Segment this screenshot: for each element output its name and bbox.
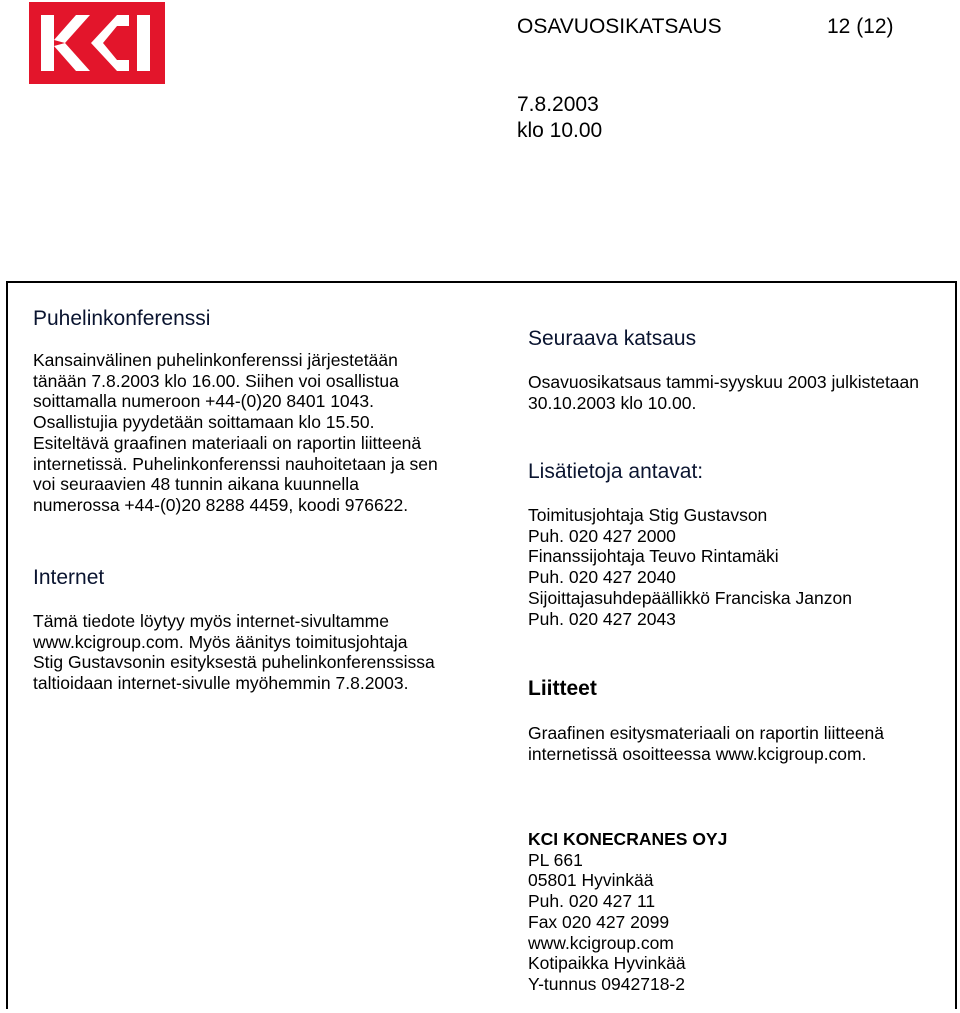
contact-line: Sijoittajasuhdepäällikkö Franciska Janzon	[528, 587, 852, 608]
contact-line: Puh. 020 427 2043	[528, 608, 676, 629]
text-line: taltioidaan internet-sivulle myöhemmin 7.8.2003.	[33, 673, 409, 694]
text-line: voi seuraavien 48 tunnin aikana kuunnella	[33, 474, 359, 495]
contact-line: Puh. 020 427 2000	[528, 525, 676, 546]
text-line: Tämä tiedote löytyy myös internet-sivultamme	[33, 611, 389, 631]
contact-line: Finanssijohtaja Teuvo Rintamäki	[528, 546, 779, 567]
document-time: klo 10.00	[517, 119, 603, 142]
text-line: 30.10.2003 klo 10.00.	[528, 392, 697, 413]
address-line: Kotipaikka Hyvinkää	[528, 953, 686, 974]
company-address-block	[528, 829, 727, 995]
internet-heading: Internet	[33, 566, 105, 589]
page-number: 12 (12)	[827, 15, 894, 38]
address-line: Puh. 020 427 11	[528, 891, 656, 912]
text-line: internetissä. Puhelinkonferenssi nauhoitetaan ja sen	[33, 453, 438, 474]
phone-conference-heading: Puhelinkonferenssi	[33, 307, 211, 330]
attachments-text	[528, 723, 884, 764]
company-name: KCI KONECRANES OYJ	[528, 829, 728, 849]
text-line: Graafinen esitysmateriaali on raportin liitteenä	[528, 723, 885, 743]
document-title: OSAVUOSIKATSAUS	[517, 15, 722, 38]
text-line: soittamalla numeroon +44-(0)20 8401 1043.	[33, 391, 374, 412]
text-line: www.kcigroup.com. Myös äänitys toimitusjohtaja	[33, 631, 408, 652]
more-info-heading: Lisätietoja antavat:	[528, 460, 704, 483]
contact-line: Puh. 020 427 2040	[528, 567, 676, 588]
text-line: Osallistujia pyydetään soittamaan klo 15.50.	[33, 412, 375, 433]
text-line: Esiteltävä graafinen materiaali on raportin liitteenä	[33, 432, 422, 453]
address-line: Fax 020 427 2099	[528, 911, 670, 932]
text-line: Kansainvälinen puhelinkonferenssi järjestetään	[33, 350, 398, 370]
contact-line: Toimitusjohtaja Stig Gustavson	[528, 505, 768, 525]
next-report-text	[528, 372, 919, 413]
text-line: Osavuosikatsaus tammi-syyskuu 2003 julkistetaan	[528, 372, 920, 392]
kci-logo-mark	[29, 2, 165, 84]
address-line: 05801 Hyvinkää	[528, 870, 654, 891]
next-report-heading: Seuraava katsaus	[528, 327, 697, 350]
attachments-heading: Liitteet	[528, 677, 597, 700]
text-line: numerossa +44-(0)20 8288 4459, koodi 976622.	[33, 494, 409, 515]
company-logo	[29, 2, 165, 84]
text-line: tänään 7.8.2003 klo 16.00. Siihen voi osallistua	[33, 370, 399, 391]
document-date: 7.8.2003	[517, 93, 599, 116]
address-line: Y-tunnus 0942718-2	[528, 973, 685, 994]
company-website: www.kcigroup.com	[528, 932, 674, 953]
text-line: internetissä osoitteessa www.kcigroup.com.	[528, 743, 867, 764]
address-line: PL 661	[528, 849, 583, 870]
phone-conference-text	[33, 350, 438, 516]
internet-text	[33, 611, 435, 694]
text-line: Stig Gustavsonin esityksestä puhelinkonferenssissa	[33, 652, 435, 673]
more-info-contacts	[528, 505, 852, 629]
